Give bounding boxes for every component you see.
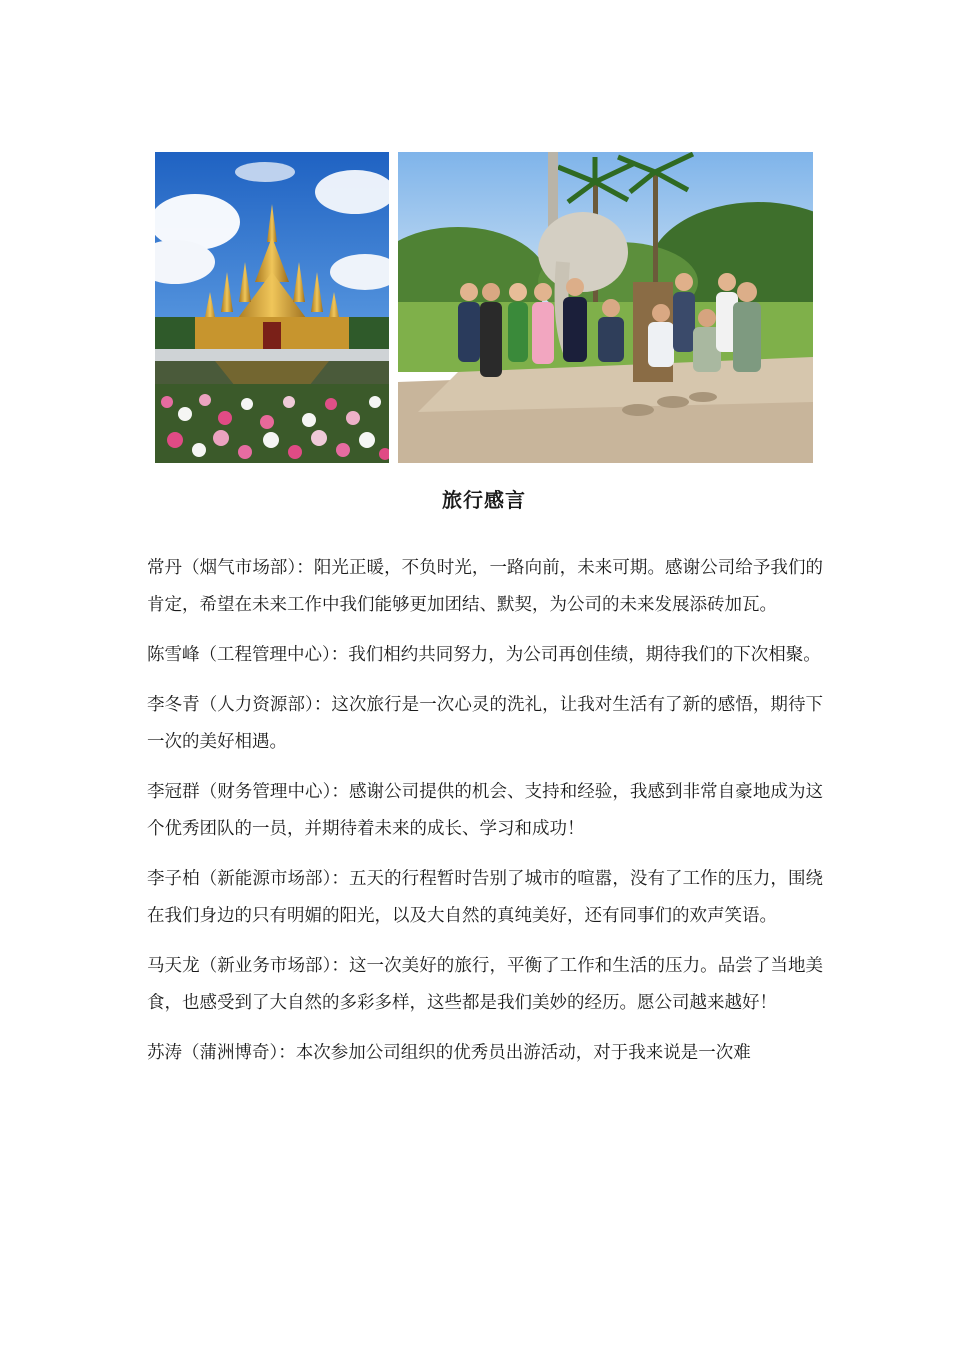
testimonial-text: 阳光正暖，不负时光，一路向前，未来可期。感谢公司给予我们的肯定，希望在未来工作中我们能够更加团结、默契，为公司的未来发展添砖加瓦。 bbox=[147, 558, 824, 615]
temple-photo bbox=[155, 152, 389, 463]
testimonial-department: （新能源市场部）： bbox=[199, 869, 349, 889]
testimonial-department: （财务管理中心）： bbox=[199, 782, 349, 802]
testimonial-department: （新业务市场部）： bbox=[199, 956, 349, 976]
testimonial-paragraph bbox=[147, 774, 823, 848]
page-title: 旅行感言 bbox=[442, 488, 526, 512]
testimonial-text: 我们相约共同努力，为公司再创佳绩，期待我们的下次相聚。 bbox=[348, 645, 821, 665]
testimonial-text: 这一次美好的旅行，平衡了工作和生活的压力。品尝了当地美食，也感受到了大自然的多彩多样，这些都是我们美妙的经历。愿公司越来越好！ bbox=[147, 956, 824, 1013]
testimonial-text: 本次参加公司组织的优秀员出游活动，对于我来说是一次难 bbox=[295, 1043, 751, 1063]
testimonial-author: 常丹 bbox=[147, 558, 183, 578]
testimonial-author: 马天龙 bbox=[147, 956, 200, 976]
group-photo bbox=[398, 152, 813, 463]
testimonial-author: 陈雪峰 bbox=[147, 645, 200, 665]
testimonial-paragraph bbox=[147, 861, 823, 935]
temple-illustration bbox=[155, 152, 389, 463]
testimonial-author: 苏涛 bbox=[147, 1043, 182, 1063]
testimonial-paragraph bbox=[147, 948, 823, 1022]
group-illustration bbox=[398, 152, 813, 463]
testimonial-text: 这次旅行是一次心灵的洗礼，让我对生活有了新的感悟，期待下一次的美好相遇。 bbox=[147, 695, 824, 752]
testimonials-list bbox=[147, 550, 823, 1085]
testimonial-paragraph bbox=[147, 637, 823, 674]
testimonial-paragraph bbox=[147, 550, 823, 624]
testimonial-paragraph bbox=[147, 687, 823, 761]
testimonial-text: 五天的行程暂时告别了城市的喧嚣，没有了工作的压力，围绕在我们身边的只有明媚的阳光，以及大自然的真纯美好，还有同事们的欢声笑语。 bbox=[147, 869, 824, 926]
testimonial-author: 李冠群 bbox=[147, 782, 200, 802]
testimonial-department: （蒲洲博奇）： bbox=[182, 1043, 296, 1063]
testimonial-text: 感谢公司提供的机会、支持和经验，我感到非常自豪地成为这个优秀团队的一员，并期待着未来的成长、学习和成功！ bbox=[147, 782, 824, 839]
testimonial-department: （烟气市场部）： bbox=[182, 558, 314, 578]
testimonial-department: （人力资源部）： bbox=[199, 695, 332, 715]
testimonial-author: 李冬青 bbox=[147, 695, 200, 715]
testimonial-author: 李子柏 bbox=[147, 869, 200, 889]
testimonial-paragraph bbox=[147, 1035, 823, 1072]
testimonial-department: （工程管理中心）： bbox=[199, 645, 349, 665]
